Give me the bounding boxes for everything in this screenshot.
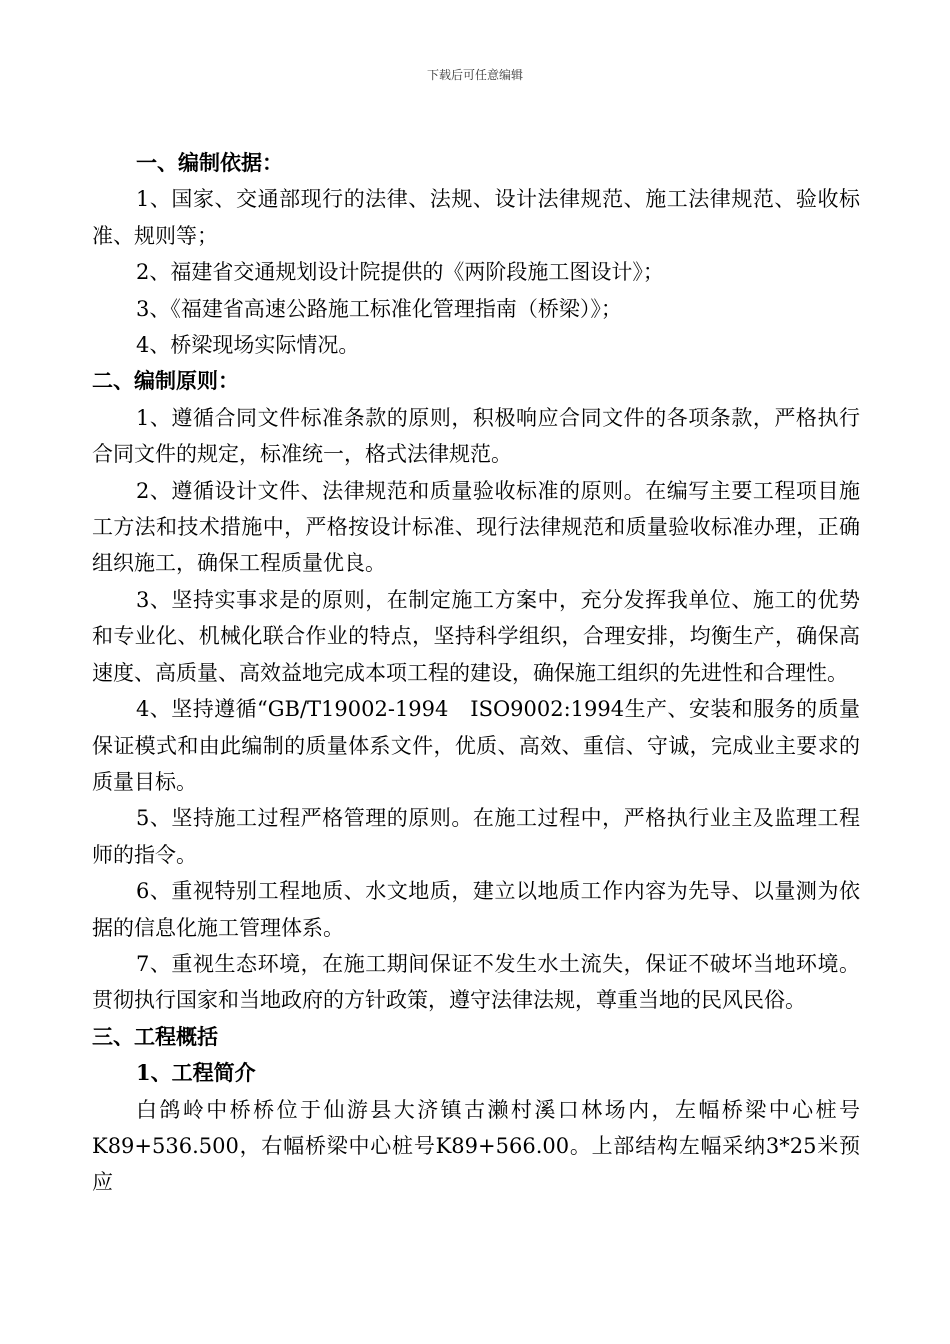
paragraph: 5、坚持施工过程严格管理的原则。在施工过程中，严格执行业主及监理工程师的指令。 xyxy=(92,806,860,867)
paragraph: 3、坚持实事求是的原则，在制定施工方案中，充分发挥我单位、施工的优势和专业化、机械化联合作业的特点，坚持科学组织，合理安排，均衡生产，确保高速度、高质量、高效益地完成本项工程的建设，确保施工组织的先进性和合理性。 xyxy=(92,587,860,685)
section-heading: 二、编制原则： xyxy=(92,368,239,394)
paragraph: 7、重视生态环境，在施工期间保证不发生水土流失，保证不破坏当地环境。贯彻执行国家和当地政府的方针政策，遵守法律法规，尊重当地的民风民俗。 xyxy=(92,951,860,1013)
paragraph: 2、遵循设计文件、法律规范和质量验收标准的原则。在编写主要工程项目施工方法和技术措施中，严格按设计标准、现行法律规范和质量验收标准办理，正确组织施工，确保工程质量优良。 xyxy=(92,478,860,576)
paragraph: 白鸽岭中桥桥位于仙游县大济镇古濑村溪口林场内，左幅桥梁中心桩号K89+536.500，右幅桥梁中心桩号K89+566.00。上部结构左幅采纳3*25米预应 xyxy=(92,1097,860,1195)
paragraph: 2、福建省交通规划设计院提供的《两阶段施工图设计》； xyxy=(136,260,664,285)
paragraph: 4、坚持遵循“GB/T19002-1994 ISO9002:1994生产、安装和服务的质量保证模式和由此编制的质量体系文件，优质、高效、重信、守诚，完成业主要求的质量目标。 xyxy=(92,697,860,794)
paragraph: 1、遵循合同文件标准条款的原则，积极响应合同文件的各项条款，严格执行合同文件的规定，标准统一，格式法律规范。 xyxy=(92,405,860,467)
subsection-heading: 1、工程简介 xyxy=(136,1060,256,1086)
paragraph: 4、桥梁现场实际情况。 xyxy=(136,333,360,358)
section-heading: 三、工程概括 xyxy=(92,1023,218,1049)
paragraph: 1、国家、交通部现行的法律、法规、设计法律规范、施工法律规范、验收标准、规则等； xyxy=(92,187,860,248)
document-body xyxy=(92,145,860,1201)
paragraph: 6、重视特别工程地质、水文地质，建立以地质工作内容为先导、以量测为依据的信息化施工管理体系。 xyxy=(92,879,860,940)
paragraph: 3、《福建省高速公路施工标准化管理指南（桥梁）》； xyxy=(136,296,622,321)
section-heading: 一、编制依据： xyxy=(136,150,283,175)
header-note: 下载后可任意编辑 xyxy=(426,68,523,82)
